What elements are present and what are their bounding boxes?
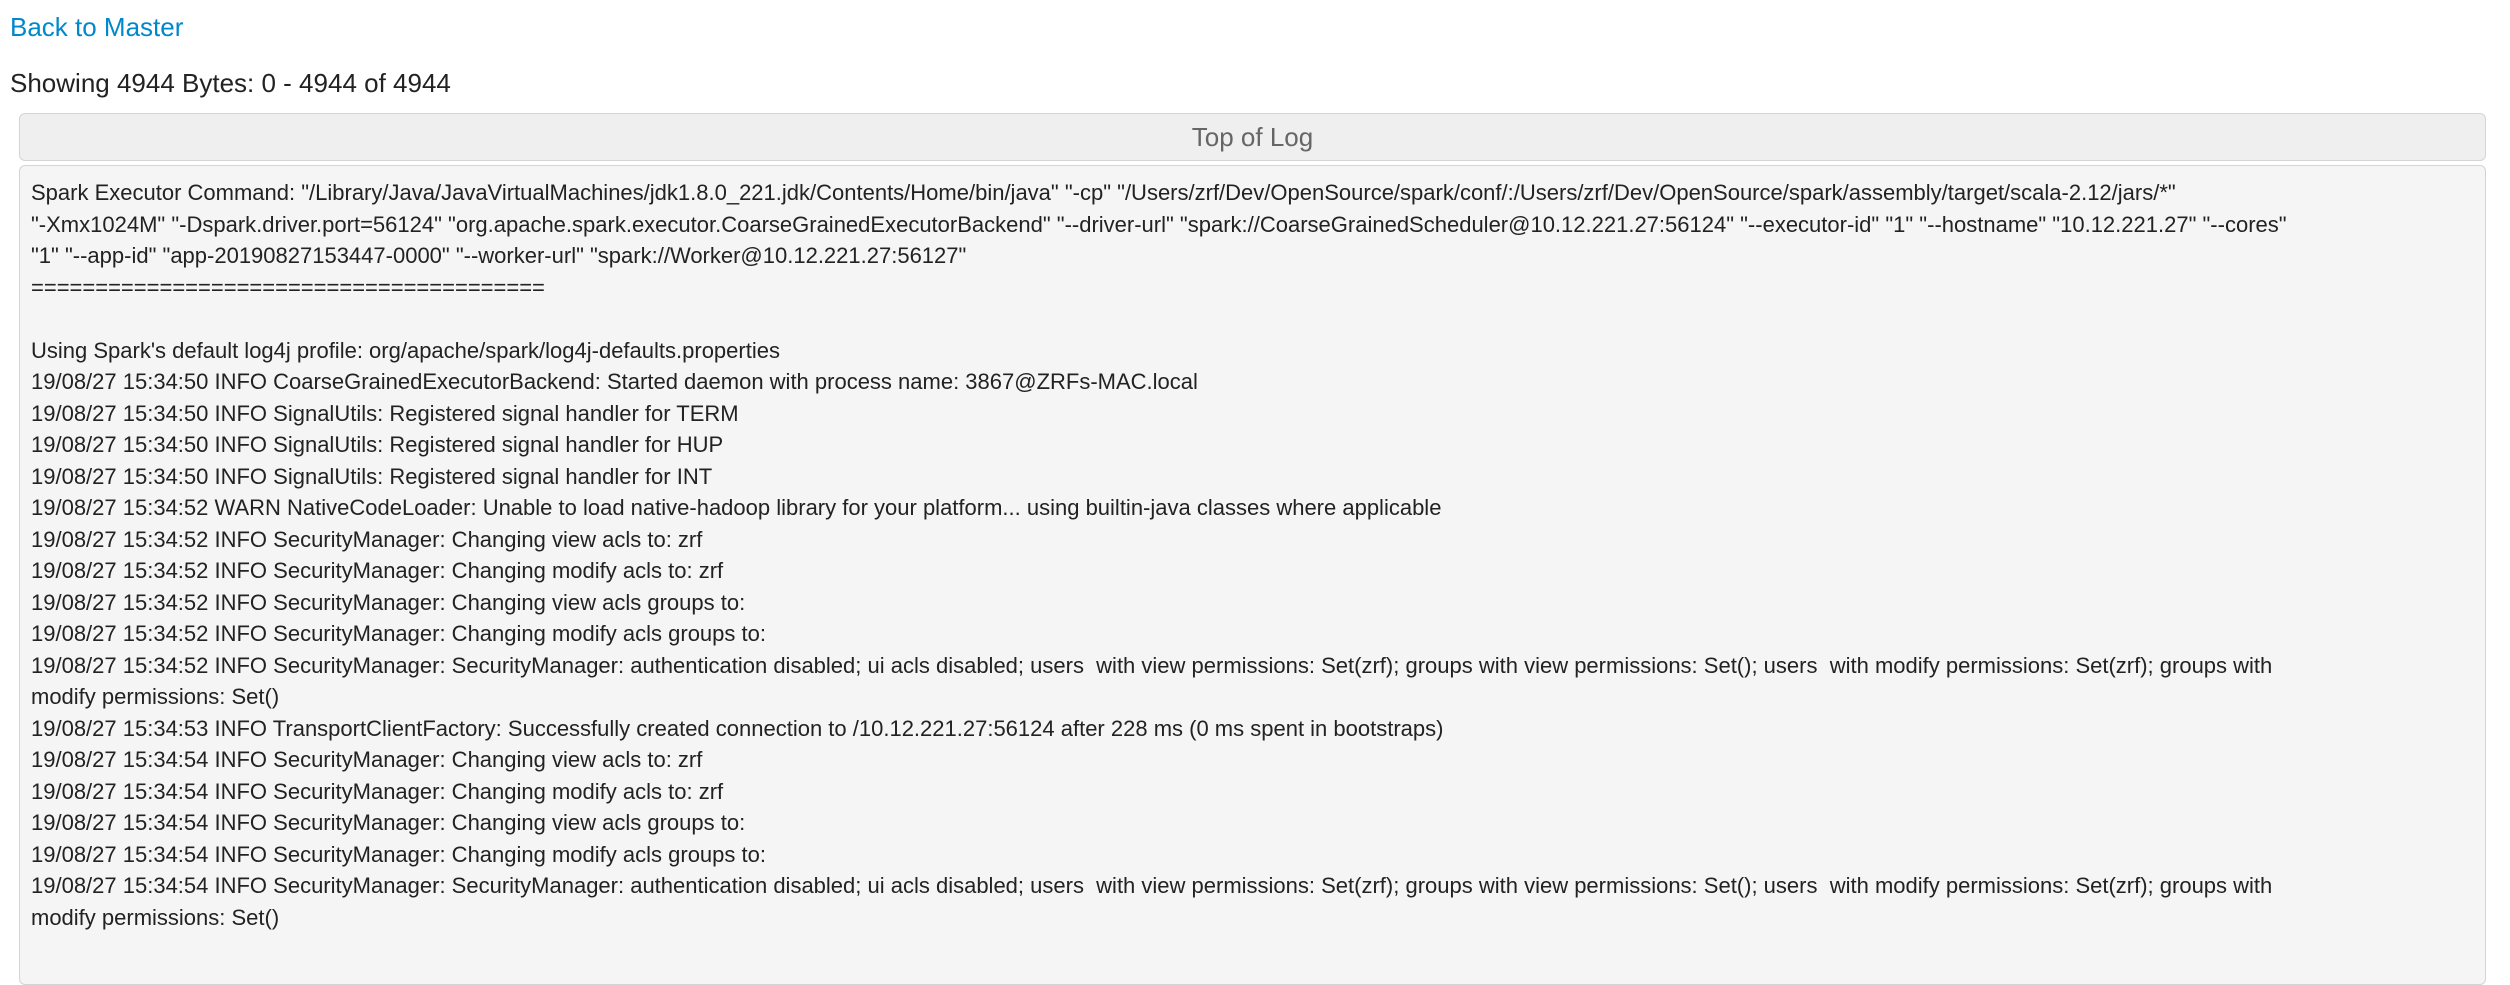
log-line: Spark Executor Command: "/Library/Java/JavaVirtualMachines/jdk1.8.0_221.jdk/Contents/Home/bin/java" "-cp" "/Users/zrf/Dev/OpenSource/spark/conf/:/Users/zrf/Dev/OpenSource/spark/assembly/target/scala-2.12/jars/*" [31, 180, 2176, 205]
log-line: modify permissions: Set() [31, 684, 280, 709]
log-line: 19/08/27 15:34:52 INFO SecurityManager: SecurityManager: authentication disabled; ui acls disabled; users with view permissions: Set(zrf); groups with view permissions: Set(); users with modify permissions: Set(zrf); groups with [31, 652, 2273, 678]
log-line: 19/08/27 15:34:50 INFO SignalUtils: Registered signal handler for HUP [31, 432, 724, 457]
log-line: 19/08/27 15:34:54 INFO SecurityManager: Changing modify acls to: zrf [31, 778, 724, 804]
log-line: 19/08/27 15:34:52 INFO SecurityManager: Changing view acls groups to: [31, 589, 752, 615]
log-line: 19/08/27 15:34:54 INFO SecurityManager: SecurityManager: authentication disabled; ui acls disabled; users with view permissions: Set(zrf); groups with view permissions: Set(); users with modify permissions: Set(zrf); groups with [31, 873, 2273, 898]
log-content [19, 165, 2486, 985]
log-line: "1" "--app-id" "app-20190827153447-0000" "--worker-url" "spark://Worker@10.12.221.27:56127" [31, 243, 967, 268]
log-line: 19/08/27 15:34:50 INFO CoarseGrainedExecutorBackend: Started daemon with process name: 3867@ZRFs-MAC.local [31, 369, 1198, 394]
log-line: 19/08/27 15:34:52 INFO SecurityManager: Changing view acls to: zrf [31, 526, 703, 552]
log-line: 19/08/27 15:34:52 INFO SecurityManager: Changing modify acls groups to: [31, 621, 773, 646]
log-line: 19/08/27 15:34:50 INFO SignalUtils: Registered signal handler for INT [31, 463, 713, 489]
log-line: 19/08/27 15:34:54 INFO SecurityManager: Changing view acls groups to: [31, 810, 752, 835]
log-line: 19/08/27 15:34:54 INFO SecurityManager: Changing view acls to: zrf [31, 747, 703, 772]
byte-range-status: Showing 4944 Bytes: 0 - 4944 of 4944 [10, 68, 451, 98]
back-to-master-link[interactable]: Back to Master [10, 12, 184, 42]
log-line: modify permissions: Set() [31, 904, 280, 930]
log-line: 19/08/27 15:34:50 INFO SignalUtils: Registered signal handler for TERM [31, 400, 739, 426]
log-line: Using Spark's default log4j profile: org/apache/spark/log4j-defaults.properties [31, 337, 780, 363]
log-line: "-Xmx1024M" "-Dspark.driver.port=56124" "org.apache.spark.executor.CoarseGrainedExecutorBackend" "--driver-url" "spark://CoarseGrainedScheduler@10.12.221.27:56124" "--executor-id" "1" "--hostname" "10.12.221.27" "--cores" [31, 211, 2287, 237]
top-of-log-button[interactable]: Top of Log [19, 113, 2486, 161]
log-line: 19/08/27 15:34:53 INFO TransportClientFactory: Successfully created connection to /10.12.221.27:56124 after 228 ms (0 ms spent in bootstraps) [31, 715, 1444, 741]
log-line [31, 303, 2474, 335]
log-line: 19/08/27 15:34:52 INFO SecurityManager: Changing modify acls to: zrf [31, 558, 724, 583]
log-line: ======================================== [31, 274, 545, 300]
log-line: 19/08/27 15:34:52 WARN NativeCodeLoader: Unable to load native-hadoop library for your platform... using builtin-java classes where applicable [31, 495, 1442, 520]
log-line: 19/08/27 15:34:54 INFO SecurityManager: Changing modify acls groups to: [31, 841, 773, 867]
